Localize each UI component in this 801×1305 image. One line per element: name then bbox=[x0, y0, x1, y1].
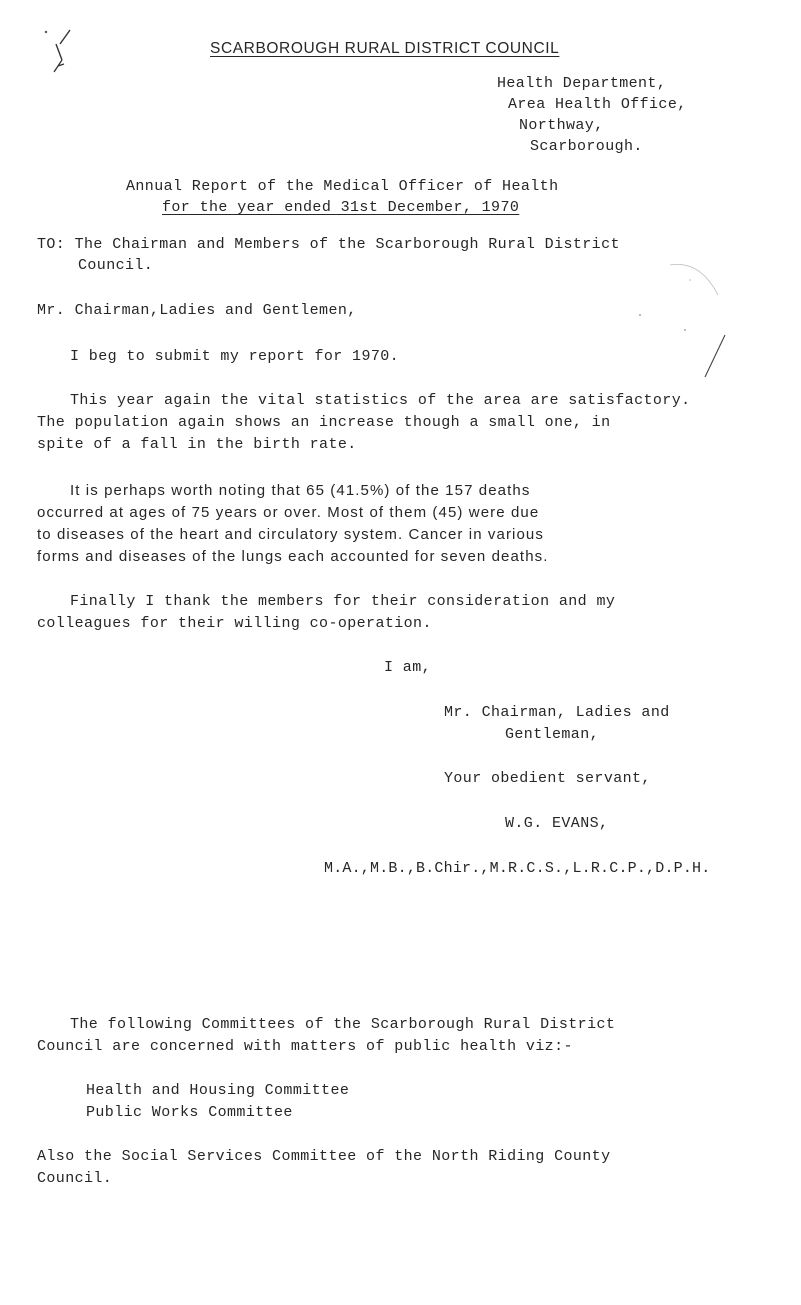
addressee-line-2: Council. bbox=[78, 257, 154, 274]
paragraph-4-line-2: colleagues for their willing co-operation. bbox=[37, 615, 432, 632]
paper-specks bbox=[600, 255, 730, 385]
committees-intro-line-1: The following Committees of the Scarborough Rural District bbox=[70, 1016, 616, 1033]
address-line-4: Scarborough. bbox=[530, 138, 643, 155]
paragraph-3-line-4: forms and diseases of the lungs each accounted for seven deaths. bbox=[37, 548, 549, 565]
salutation: Mr. Chairman,Ladies and Gentlemen, bbox=[37, 302, 357, 319]
pen-scribble-mark bbox=[40, 0, 80, 80]
paragraph-4-line-1: Finally I thank the members for their consideration and my bbox=[70, 593, 616, 610]
committee-item-health-housing: Health and Housing Committee bbox=[86, 1082, 350, 1099]
signoff-i-am: I am, bbox=[384, 659, 432, 676]
paragraph-2-line-2: The population again shows an increase though a small one, in bbox=[37, 414, 611, 431]
paragraph-1: I beg to submit my report for 1970. bbox=[70, 348, 400, 365]
address-line-1: Health Department, bbox=[497, 75, 667, 92]
committees-also-line-1: Also the Social Services Committee of the North Riding County bbox=[37, 1148, 611, 1165]
paragraph-2-line-3: spite of a fall in the birth rate. bbox=[37, 436, 357, 453]
committees-also-line-2: Council. bbox=[37, 1170, 113, 1187]
signoff-obedient-servant: Your obedient servant, bbox=[444, 770, 651, 787]
address-line-2: Area Health Office, bbox=[508, 96, 687, 113]
address-line-3: Northway, bbox=[519, 117, 604, 134]
signatory-name: W.G. EVANS, bbox=[505, 815, 609, 832]
addressee-line-1: TO: The Chairman and Members of the Scarborough Rural District bbox=[37, 236, 620, 253]
report-title-line-2: for the year ended 31st December, 1970 bbox=[162, 199, 520, 216]
paragraph-3-line-3: to diseases of the heart and circulatory system. Cancer in various bbox=[37, 526, 544, 543]
committee-item-public-works: Public Works Committee bbox=[86, 1104, 293, 1121]
signatory-qualifications: M.A.,M.B.,B.Chir.,M.R.C.S.,L.R.C.P.,D.P.H. bbox=[324, 860, 711, 877]
signoff-address-line-2: Gentleman, bbox=[505, 726, 600, 743]
paragraph-2-line-1: This year again the vital statistics of the area are satisfactory. bbox=[70, 392, 691, 409]
report-title-line-1: Annual Report of the Medical Officer of Health bbox=[126, 178, 559, 195]
council-name-heading: SCARBOROUGH RURAL DISTRICT COUNCIL bbox=[210, 40, 560, 57]
paragraph-3-line-1: It is perhaps worth noting that 65 (41.5%) of the 157 deaths bbox=[70, 482, 531, 499]
signoff-address-line-1: Mr. Chairman, Ladies and bbox=[444, 704, 670, 721]
committees-intro-line-2: Council are concerned with matters of public health viz:- bbox=[37, 1038, 573, 1055]
paragraph-3-line-2: occurred at ages of 75 years or over. Most of them (45) were due bbox=[37, 504, 540, 521]
